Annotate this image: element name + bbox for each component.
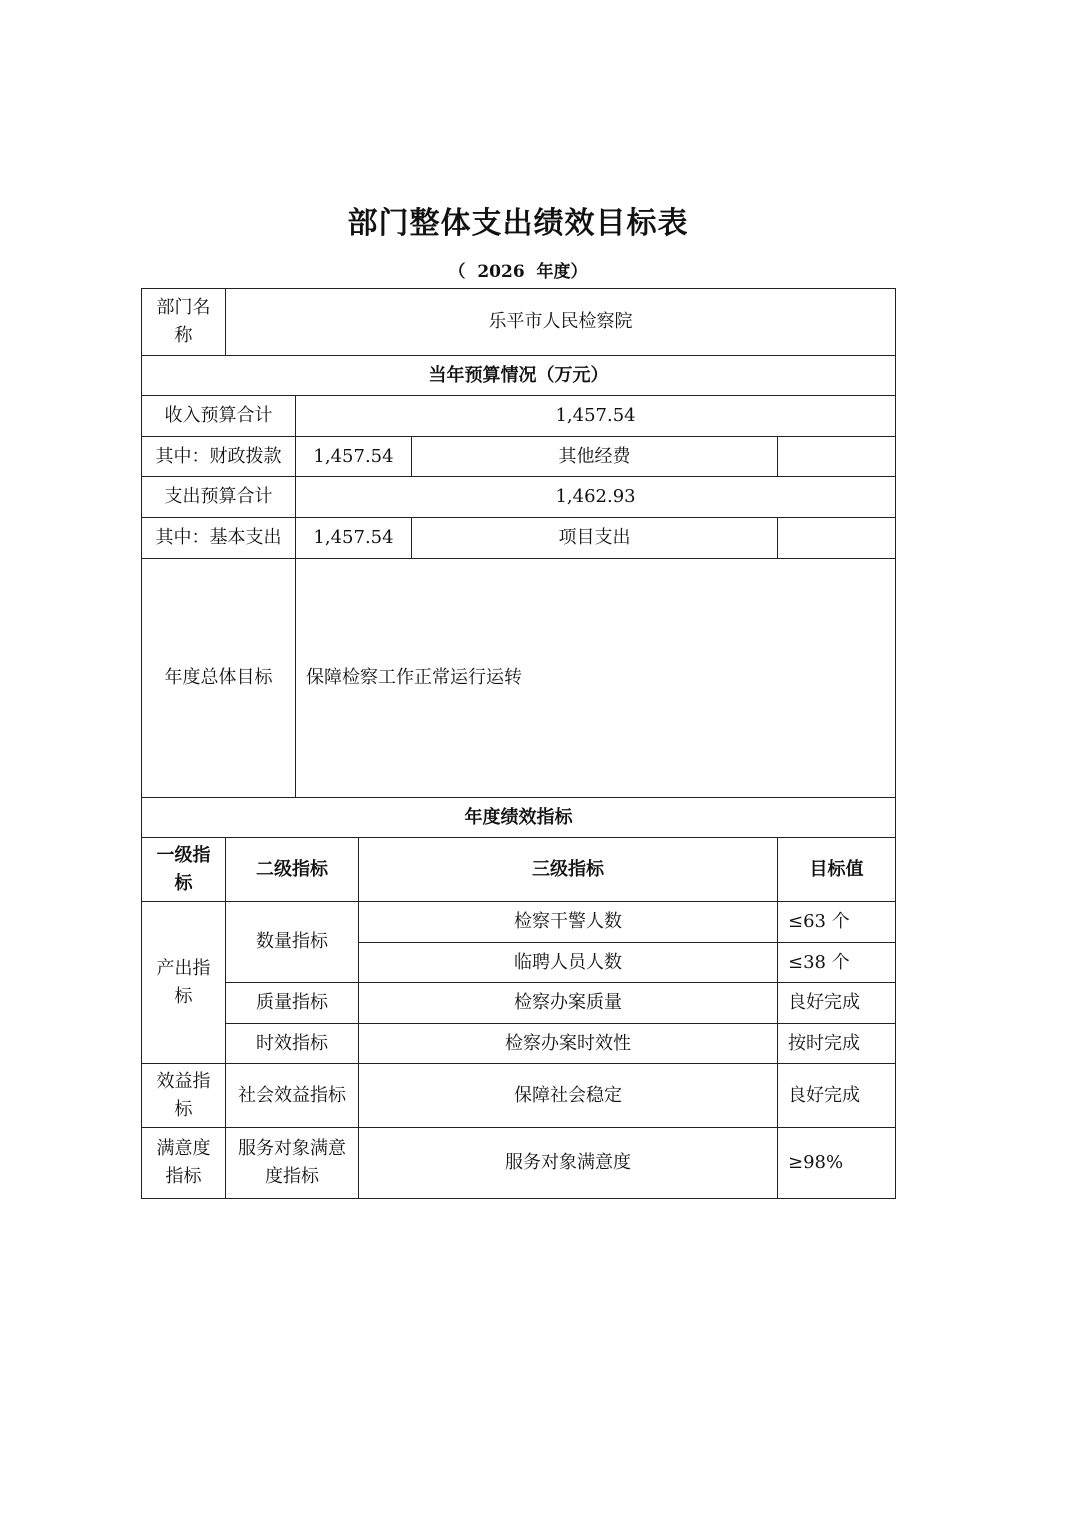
satisfaction-level3: 服务对象满意度 — [359, 1128, 778, 1199]
budget-section-title: 当年预算情况（万元） — [142, 356, 896, 396]
fiscal-value: 1,457.54 — [296, 437, 412, 477]
benefit-target: 良好完成 — [778, 1064, 896, 1128]
basic-expense-value: 1,457.54 — [296, 518, 412, 559]
table-row — [142, 1064, 896, 1128]
project-expense-value — [778, 518, 896, 559]
basic-expense-label: 其中：基本支出 — [142, 518, 296, 559]
indicators-section-title: 年度绩效指标 — [142, 798, 896, 838]
quantity-level2: 数量指标 — [226, 902, 359, 983]
quantity-target-1: ≤63 个 — [778, 902, 896, 943]
table-row — [142, 902, 896, 943]
annual-goal-row — [142, 559, 896, 798]
expense-total-row — [142, 477, 896, 518]
annual-goal-value: 保障检察工作正常运行运转 — [296, 559, 896, 798]
other-funds-value — [778, 437, 896, 477]
page-title: 部门整体支出绩效目标表 — [347, 206, 689, 241]
quality-target: 良好完成 — [778, 983, 896, 1024]
fiscal-row — [142, 437, 896, 477]
satisfaction-level1: 满意度指标 — [142, 1128, 226, 1199]
other-funds-label: 其他经费 — [412, 437, 778, 477]
fiscal-label: 其中：财政拨款 — [142, 437, 296, 477]
satisfaction-target: ≥98% — [778, 1128, 896, 1199]
header-level3: 三级指标 — [359, 838, 778, 902]
table-row — [142, 1024, 896, 1064]
income-total-row — [142, 396, 896, 437]
income-total-value: 1,457.54 — [296, 396, 896, 437]
income-total-label: 收入预算合计 — [142, 396, 296, 437]
satisfaction-level2: 服务对象满意度指标 — [226, 1128, 359, 1199]
performance-table — [141, 288, 896, 1199]
year-line: （ 2026 年度） — [448, 262, 588, 282]
header-level1: 一级指标 — [142, 838, 226, 902]
header-target: 目标值 — [778, 838, 896, 902]
quality-level3: 检察办案质量 — [359, 983, 778, 1024]
expense-total-value: 1,462.93 — [296, 477, 896, 518]
quantity-level3-1: 检察干警人数 — [359, 902, 778, 943]
timeliness-target: 按时完成 — [778, 1024, 896, 1064]
benefit-level2: 社会效益指标 — [226, 1064, 359, 1128]
project-expense-label: 项目支出 — [412, 518, 778, 559]
department-label: 部门名称 — [142, 289, 226, 356]
indicators-section-row — [142, 798, 896, 838]
timeliness-level2: 时效指标 — [226, 1024, 359, 1064]
budget-section-row — [142, 356, 896, 396]
department-row — [142, 289, 896, 356]
output-level1: 产出指标 — [142, 902, 226, 1064]
indicators-header-row — [142, 838, 896, 902]
annual-goal-label: 年度总体目标 — [142, 559, 296, 798]
timeliness-level3: 检察办案时效性 — [359, 1024, 778, 1064]
quality-level2: 质量指标 — [226, 983, 359, 1024]
benefit-level3: 保障社会稳定 — [359, 1064, 778, 1128]
table-row — [142, 1128, 896, 1199]
table-row — [142, 983, 896, 1024]
quantity-target-2: ≤38 个 — [778, 943, 896, 983]
basic-expense-row — [142, 518, 896, 559]
benefit-level1: 效益指标 — [142, 1064, 226, 1128]
header-level2: 二级指标 — [226, 838, 359, 902]
quantity-level3-2: 临聘人员人数 — [359, 943, 778, 983]
department-value: 乐平市人民检察院 — [226, 289, 896, 356]
expense-total-label: 支出预算合计 — [142, 477, 296, 518]
